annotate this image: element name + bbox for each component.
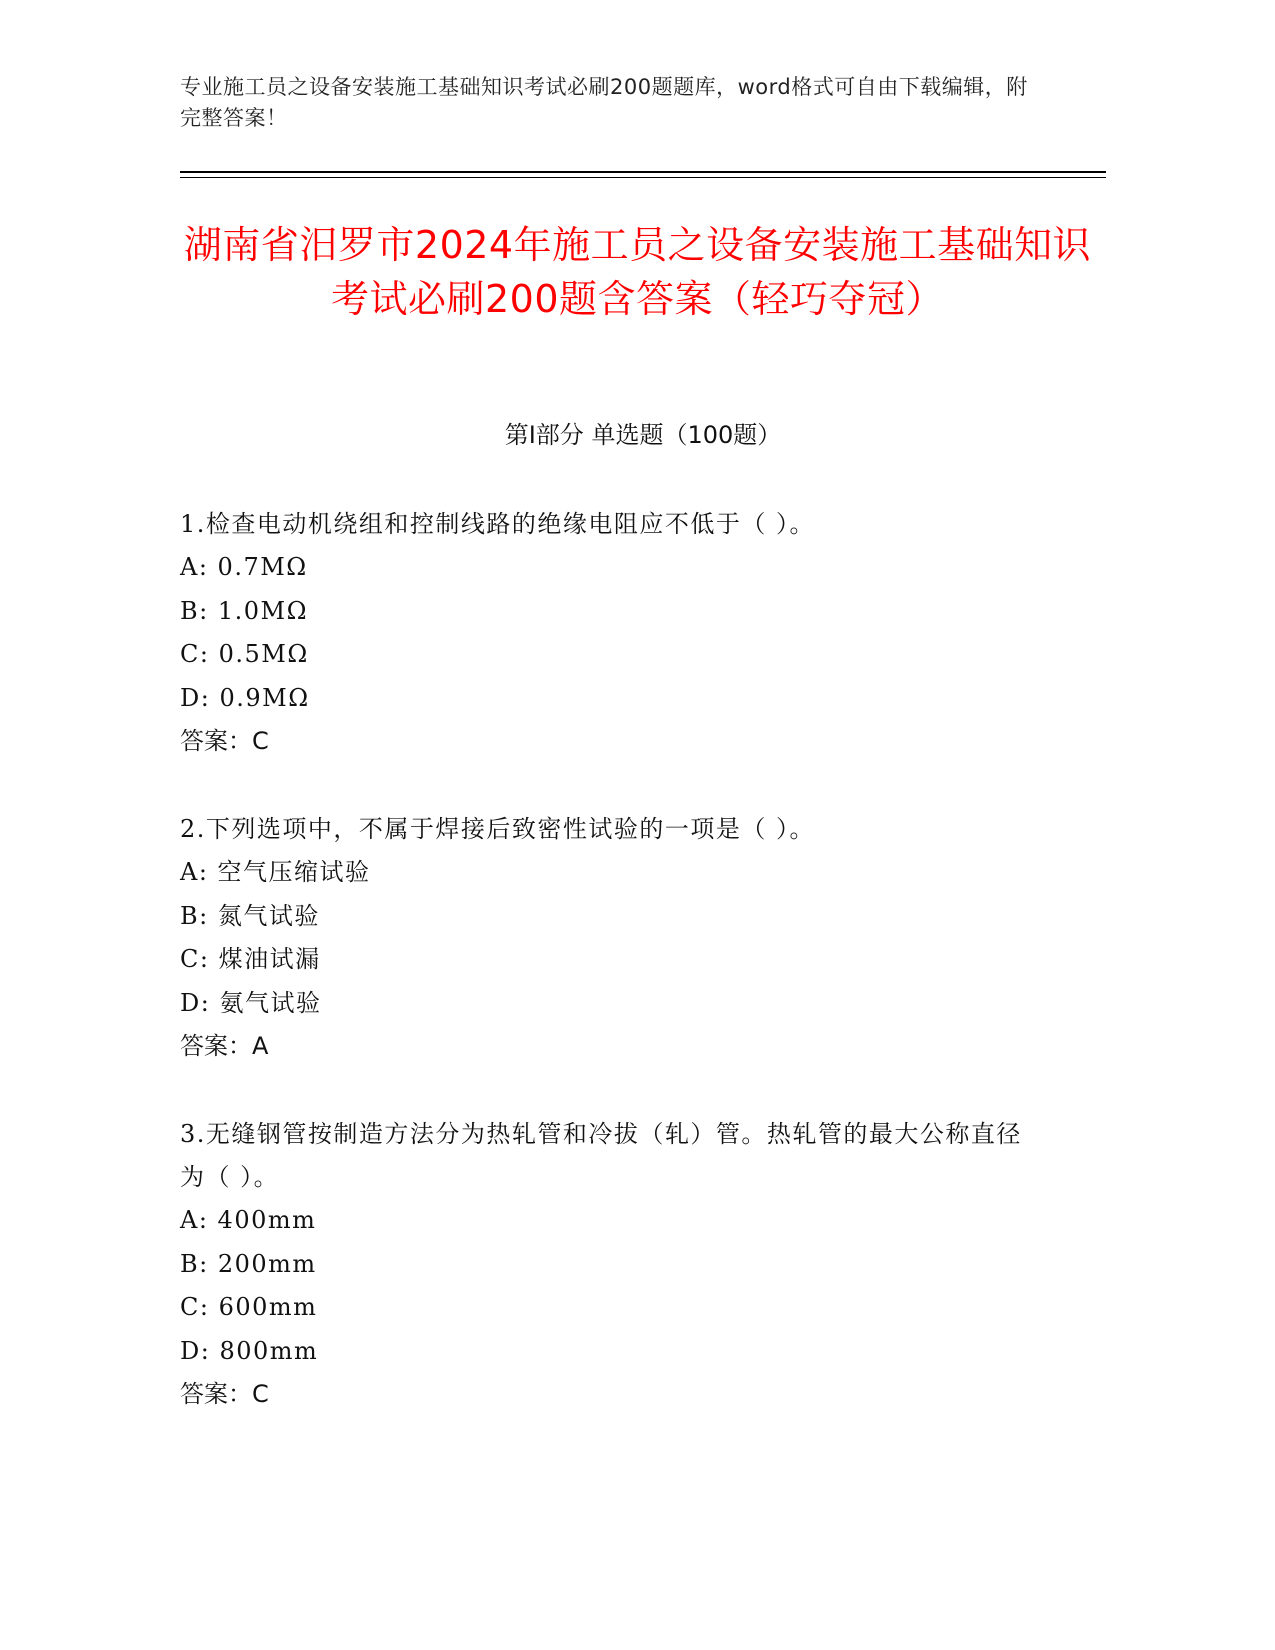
- option-c: C: 0.5MΩ: [180, 640, 309, 668]
- header-divider-thin: [180, 177, 1106, 178]
- option-a: A: 0.7MΩ: [180, 553, 308, 581]
- document-title: 湖南省汨罗市2024年施工员之设备安装施工基础知识考试必刷200题含答案（轻巧夺冠）: [183, 223, 1092, 321]
- question-stem: 1.检查电动机绕组和控制线路的绝缘电阻应不低于（ ）。: [180, 510, 816, 538]
- option-b: B: 1.0MΩ: [180, 596, 308, 625]
- option-d: D: 800mm: [180, 1336, 319, 1365]
- option-c: C: 600mm: [180, 1293, 318, 1321]
- question-2: [180, 808, 1040, 1069]
- header-divider-thick: [180, 171, 1106, 173]
- answer: 答案：C: [180, 1380, 269, 1408]
- answer: 答案：C: [180, 727, 269, 755]
- header-note: 专业施工员之设备安装施工基础知识考试必刷200题题库，word格式可自由下载编辑，附完整答案！: [180, 75, 1028, 130]
- question-stem: 2.下列选项中，不属于焊接后致密性试验的一项是（ ）。: [180, 815, 816, 843]
- question-stem: 3.无缝钢管按制造方法分为热轧管和冷拔（轧）管。热轧管的最大公称直径为（ ）。: [180, 1120, 1022, 1191]
- option-a: A: 空气压缩试验: [180, 858, 371, 886]
- option-b: B: 氮气试验: [180, 901, 320, 930]
- option-a: A: 400mm: [180, 1206, 317, 1234]
- option-c: C: 煤油试漏: [180, 945, 321, 973]
- section-heading: 第Ⅰ部分 单选题（100题）: [504, 421, 782, 449]
- option-b: B: 200mm: [180, 1249, 317, 1278]
- answer: 答案：A: [180, 1032, 269, 1060]
- question-3: [180, 1113, 1040, 1417]
- option-d: D: 氨气试验: [180, 988, 322, 1017]
- option-d: D: 0.9MΩ: [180, 683, 310, 712]
- question-1: [180, 503, 1040, 764]
